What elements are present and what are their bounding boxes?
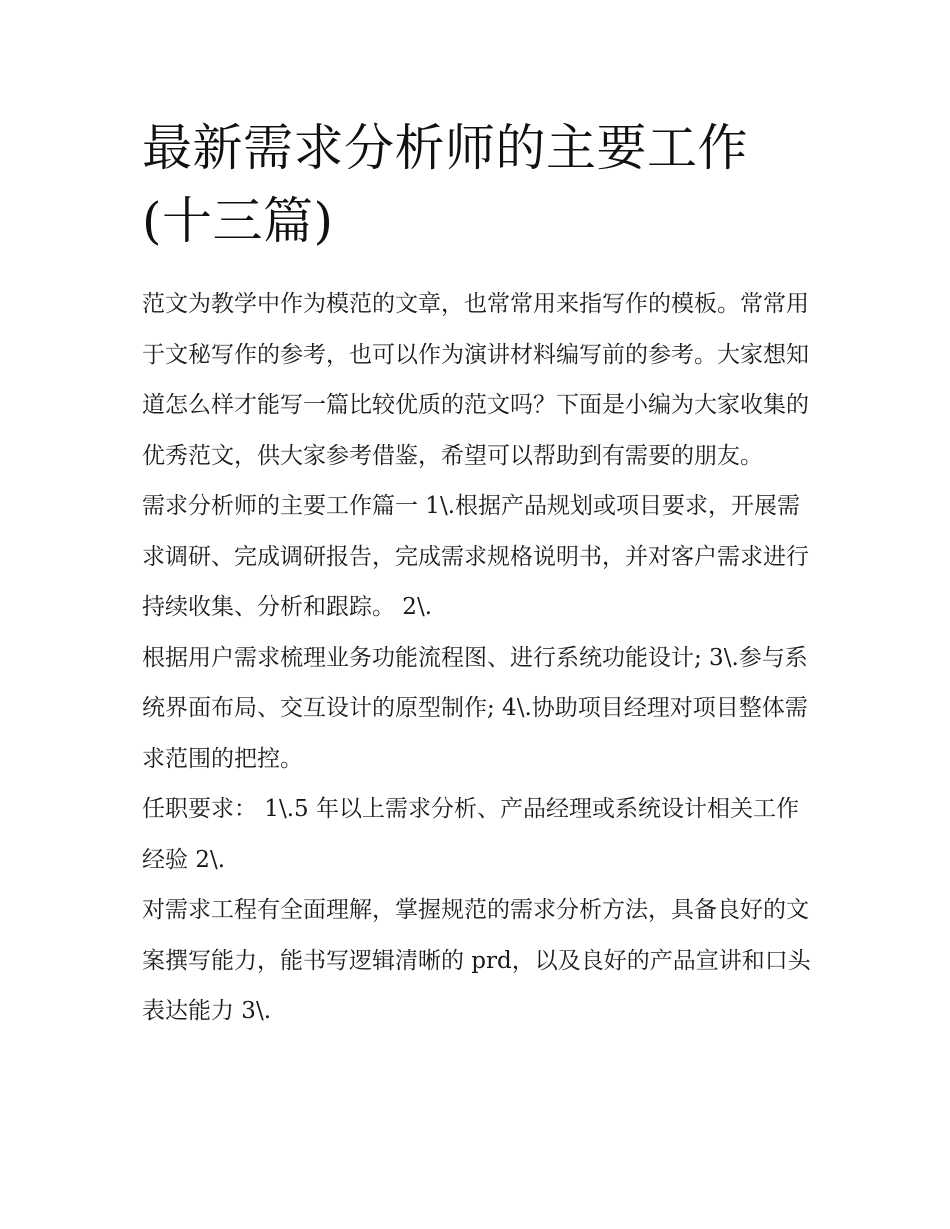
document-title: 最新需求分析师的主要工作(十三篇) (142, 119, 748, 250)
duties-paragraph-2: 根据用户需求梳理业务功能流程图、进行系统功能设计; 3\.参与系统界面布局、交互设计的原型制作; 4\.协助项目经理对项目整体需求范围的把控。 (142, 644, 808, 772)
duties-paragraph-1: 需求分析师的主要工作篇一 1\.根据产品规划或项目要求，开展需求调研、完成调研报告，完成需求规格说明书，并对客户需求进行持续收集、分析和跟踪。 2\. (142, 493, 809, 620)
intro-paragraph: 范文为教学中作为模范的文章，也常常用来指写作的模板。常常用于文秘写作的参考，也可以作为演讲材料编写前的参考。大家想知道怎么样才能写一篇比较优质的范文吗？下面是小编为大家收集的优秀范文，供大家参考借鉴，希望可以帮助到有需要的朋友。 (142, 291, 809, 469)
requirements-paragraph-2: 对需求工程有全面理解，掌握规范的需求分析方法，具备良好的文案撰写能力，能书写逻辑清晰的 prd，以及良好的产品宣讲和口头表达能力 3\. (142, 897, 811, 1024)
requirements-paragraph-1: 任职要求： 1\.5 年以上需求分析、产品经理或系统设计相关工作经验 2\. (142, 796, 799, 873)
document-body (142, 279, 812, 1037)
